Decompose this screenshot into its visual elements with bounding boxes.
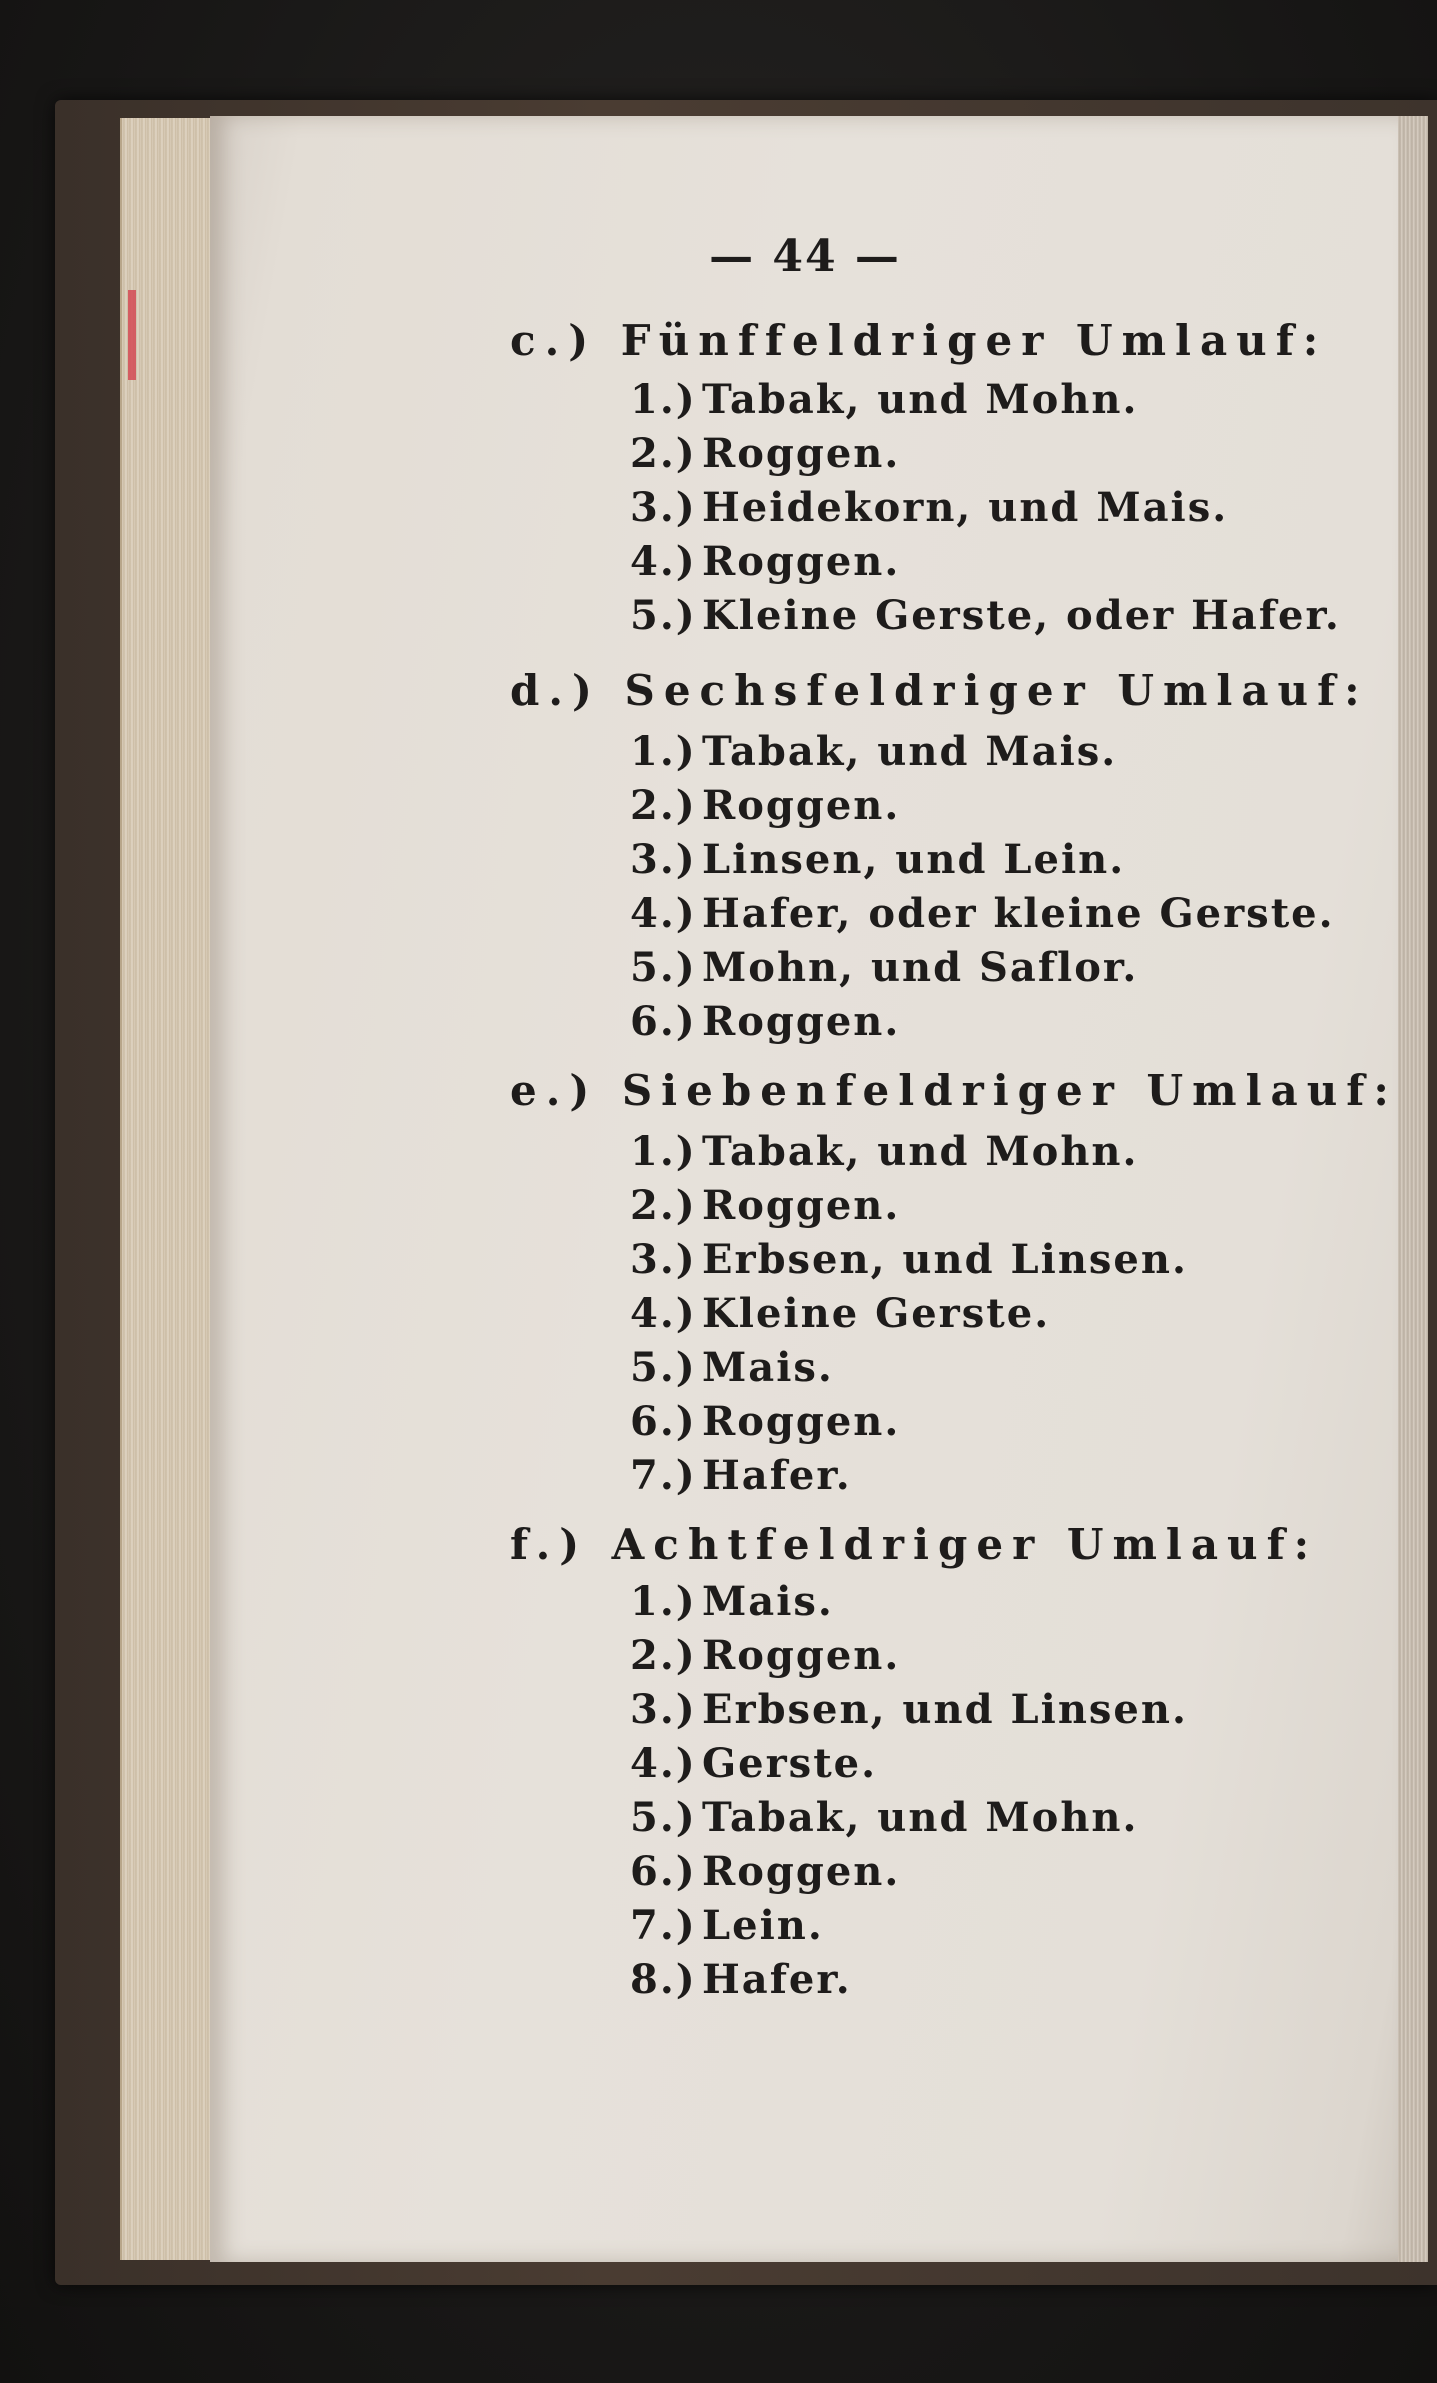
item-number: 7.) bbox=[630, 1902, 697, 1949]
item-number: 1.) bbox=[630, 1578, 697, 1625]
item-number: 3.) bbox=[630, 484, 697, 531]
list-item bbox=[630, 1740, 877, 1787]
item-number: 1.) bbox=[630, 1128, 697, 1175]
list-item bbox=[630, 1848, 900, 1895]
section-heading: d.) Sechsfeldriger Umlauf: bbox=[510, 666, 1369, 715]
list-item bbox=[630, 998, 900, 1045]
item-text: Mohn, und Saflor. bbox=[702, 944, 1139, 991]
item-text: Roggen. bbox=[702, 538, 901, 585]
page-right-edge bbox=[1398, 116, 1428, 2262]
list-item bbox=[630, 944, 1138, 991]
item-text: Tabak, und Mohn. bbox=[702, 1794, 1139, 1841]
item-text: Hafer. bbox=[702, 1956, 852, 2003]
item-text: Kleine Gerste, oder Hafer. bbox=[702, 592, 1341, 639]
list-item bbox=[630, 538, 900, 585]
item-number: 6.) bbox=[630, 1848, 697, 1895]
item-number: 5.) bbox=[630, 1344, 697, 1391]
item-number: 4.) bbox=[630, 538, 697, 585]
list-item bbox=[630, 1182, 900, 1229]
item-number: 2.) bbox=[630, 1182, 697, 1229]
item-text: Kleine Gerste. bbox=[702, 1290, 1051, 1337]
item-text: Roggen. bbox=[702, 782, 901, 829]
list-item bbox=[630, 1632, 900, 1679]
item-text: Mais. bbox=[702, 1578, 834, 1625]
list-item bbox=[630, 1686, 1188, 1733]
item-number: 7.) bbox=[630, 1452, 697, 1499]
item-text: Lein. bbox=[702, 1902, 824, 1949]
item-number: 4.) bbox=[630, 1290, 697, 1337]
item-text: Erbsen, und Linsen. bbox=[702, 1236, 1188, 1283]
item-number: 2.) bbox=[630, 430, 697, 477]
item-number: 1.) bbox=[630, 728, 697, 775]
section-heading: e.) Siebenfeldriger Umlauf: bbox=[510, 1066, 1398, 1115]
item-text: Heidekorn, und Mais. bbox=[702, 484, 1229, 531]
item-text: Roggen. bbox=[702, 1632, 901, 1679]
list-item bbox=[630, 1452, 852, 1499]
list-item bbox=[630, 1236, 1188, 1283]
item-text: Tabak, und Mais. bbox=[702, 728, 1118, 775]
list-item bbox=[630, 1902, 824, 1949]
section-heading: f.) Achtfeldriger Umlauf: bbox=[510, 1520, 1319, 1569]
page-edges bbox=[120, 118, 222, 2260]
item-number: 4.) bbox=[630, 890, 697, 937]
item-number: 3.) bbox=[630, 836, 697, 883]
item-number: 6.) bbox=[630, 1398, 697, 1445]
list-item bbox=[630, 1128, 1138, 1175]
list-item bbox=[630, 430, 900, 477]
list-item bbox=[630, 1344, 834, 1391]
item-text: Tabak, und Mohn. bbox=[702, 1128, 1139, 1175]
item-number: 4.) bbox=[630, 1740, 697, 1787]
page-number: — 44 — bbox=[709, 231, 901, 282]
item-text: Linsen, und Lein. bbox=[702, 836, 1126, 883]
item-number: 2.) bbox=[630, 782, 697, 829]
list-item bbox=[630, 836, 1125, 883]
list-item bbox=[630, 484, 1228, 531]
bookmark-ribbon bbox=[128, 290, 136, 380]
item-number: 6.) bbox=[630, 998, 697, 1045]
item-text: Gerste. bbox=[702, 1740, 878, 1787]
item-text: Erbsen, und Linsen. bbox=[702, 1686, 1188, 1733]
list-item bbox=[630, 1794, 1138, 1841]
list-item bbox=[630, 890, 1335, 937]
item-text: Hafer, oder kleine Gerste. bbox=[702, 890, 1335, 937]
section-heading: c.) Fünffeldriger Umlauf: bbox=[510, 316, 1328, 365]
page-content bbox=[210, 116, 1400, 2262]
list-item bbox=[630, 1578, 834, 1625]
item-number: 3.) bbox=[630, 1236, 697, 1283]
item-number: 5.) bbox=[630, 1794, 697, 1841]
item-text: Mais. bbox=[702, 1344, 834, 1391]
list-item bbox=[630, 1956, 852, 2003]
item-number: 2.) bbox=[630, 1632, 697, 1679]
item-number: 5.) bbox=[630, 592, 697, 639]
item-text: Tabak, und Mohn. bbox=[702, 376, 1139, 423]
list-item bbox=[630, 782, 900, 829]
item-text: Roggen. bbox=[702, 1848, 901, 1895]
list-item bbox=[630, 592, 1341, 639]
list-item bbox=[630, 376, 1138, 423]
list-item bbox=[630, 1398, 900, 1445]
item-text: Roggen. bbox=[702, 1182, 901, 1229]
item-number: 5.) bbox=[630, 944, 697, 991]
item-text: Roggen. bbox=[702, 1398, 901, 1445]
item-number: 3.) bbox=[630, 1686, 697, 1733]
list-item bbox=[630, 1290, 1050, 1337]
item-text: Hafer. bbox=[702, 1452, 852, 1499]
item-text: Roggen. bbox=[702, 998, 901, 1045]
list-item bbox=[630, 728, 1117, 775]
item-number: 8.) bbox=[630, 1956, 697, 2003]
item-text: Roggen. bbox=[702, 430, 901, 477]
item-number: 1.) bbox=[630, 376, 697, 423]
